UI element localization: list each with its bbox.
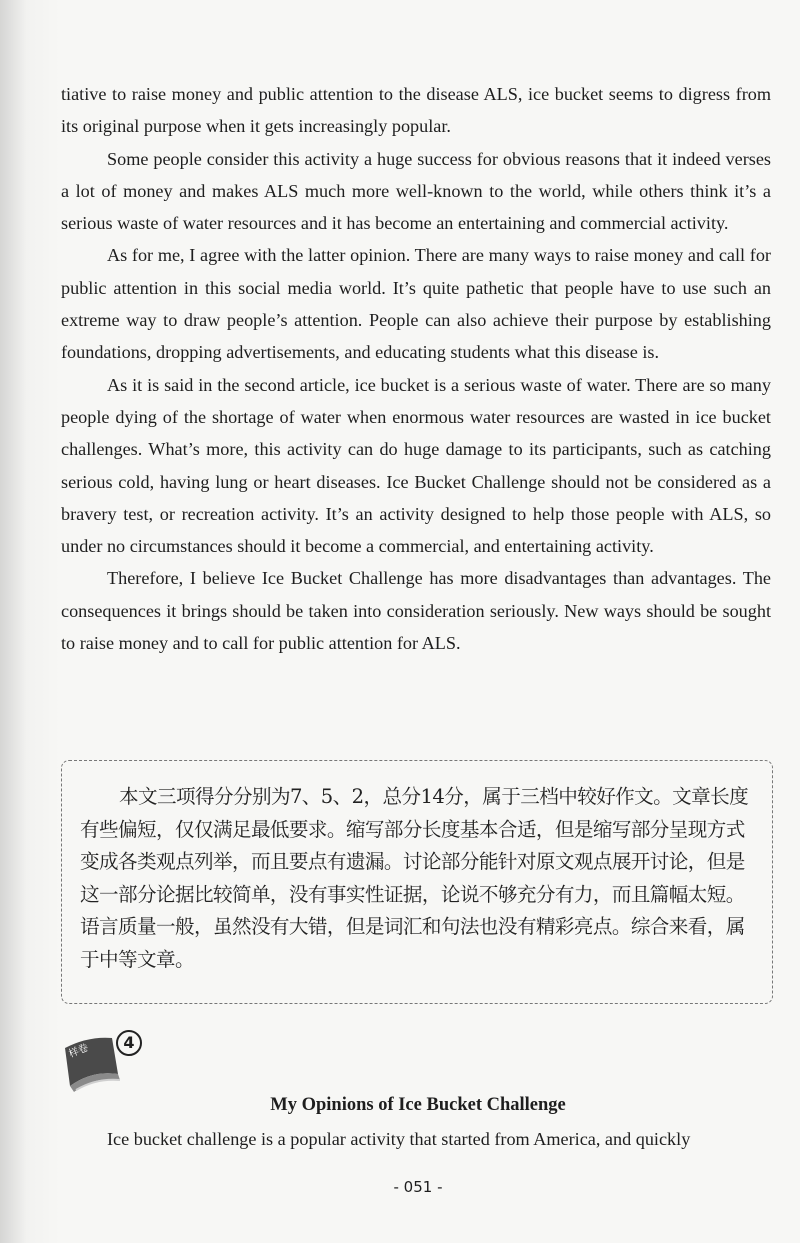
sample-title: My Opinions of Ice Bucket Challenge <box>270 1095 566 1115</box>
sample-badge-number: 4 <box>116 1030 142 1056</box>
teacher-comment-text: 本文三项得分分别为7、5、2，总分14分，属于三档中较好作文。文章长度有些偏短，仅仅满足最低要求。缩写部分长度基本合适，但是缩写部分呈现方式变成各类观点列举，而且要点有遗漏。讨论部分能针对原文观点展开讨论，但是这一部分论据比较简单，没有事实性证据，论说不够充分有力，而且篇幅太短。语言质量一般，虽然没有大错，但是词汇和句法也没有精彩亮点。综合来看，属于中等文章。 <box>80 785 749 971</box>
essay-paragraph-4: As it is said in the second article, ice bucket is a serious waste of water. There are so many people dying of the shortage of water when enormous water resources are wasted in ice bucket challenges. What’s more, this activity can do huge damage to its participants, such as catching serious cold, having lung or heart diseases. Ice Bucket Challenge should not be considered as a bravery test, or recreation activity. It’s an activity designed to help those people with ALS, so under no circumstances should it become a commercial, and entertaining activity. <box>61 374 771 557</box>
essay-paragraph-5: Therefore, I believe Ice Bucket Challenge has more disadvantages than advantages. The consequences it brings should be taken into consideration seriously. New ways should be sought to raise money and to call for public attention for ALS. <box>61 568 771 654</box>
sample-first-line: Ice bucket challenge is a popular activity that started from America, and quickly <box>107 1129 691 1149</box>
sample-badge-label: 样卷 <box>67 1042 91 1061</box>
essay-paragraph-3: As for me, I agree with the latter opinion. There are many ways to raise money and call for public attention in this social media world. It’s quite pathetic that people have to use such an extreme way to draw people’s attention. People can also achieve their purpose by establishing foundations, dropping advertisements, and educating students what this disease is. <box>61 245 771 363</box>
page-number: - 051 - <box>393 1178 443 1196</box>
page-edge-shadow <box>0 0 60 1243</box>
essay-paragraph-1: tiative to raise money and public attention to the disease ALS, ice bucket seems to digress from its original purpose when it gets increasingly popular. <box>61 84 771 137</box>
sample-badge <box>62 1030 142 1090</box>
teacher-comment-box <box>61 760 773 1004</box>
essay-body <box>61 78 771 659</box>
essay-paragraph-2: Some people consider this activity a huge success for obvious reasons that it indeed verses a lot of money and makes ALS much more well-known to the world, while others think it’s a serious waste of water resources and it has become an entertaining and commercial activity. <box>61 148 771 234</box>
